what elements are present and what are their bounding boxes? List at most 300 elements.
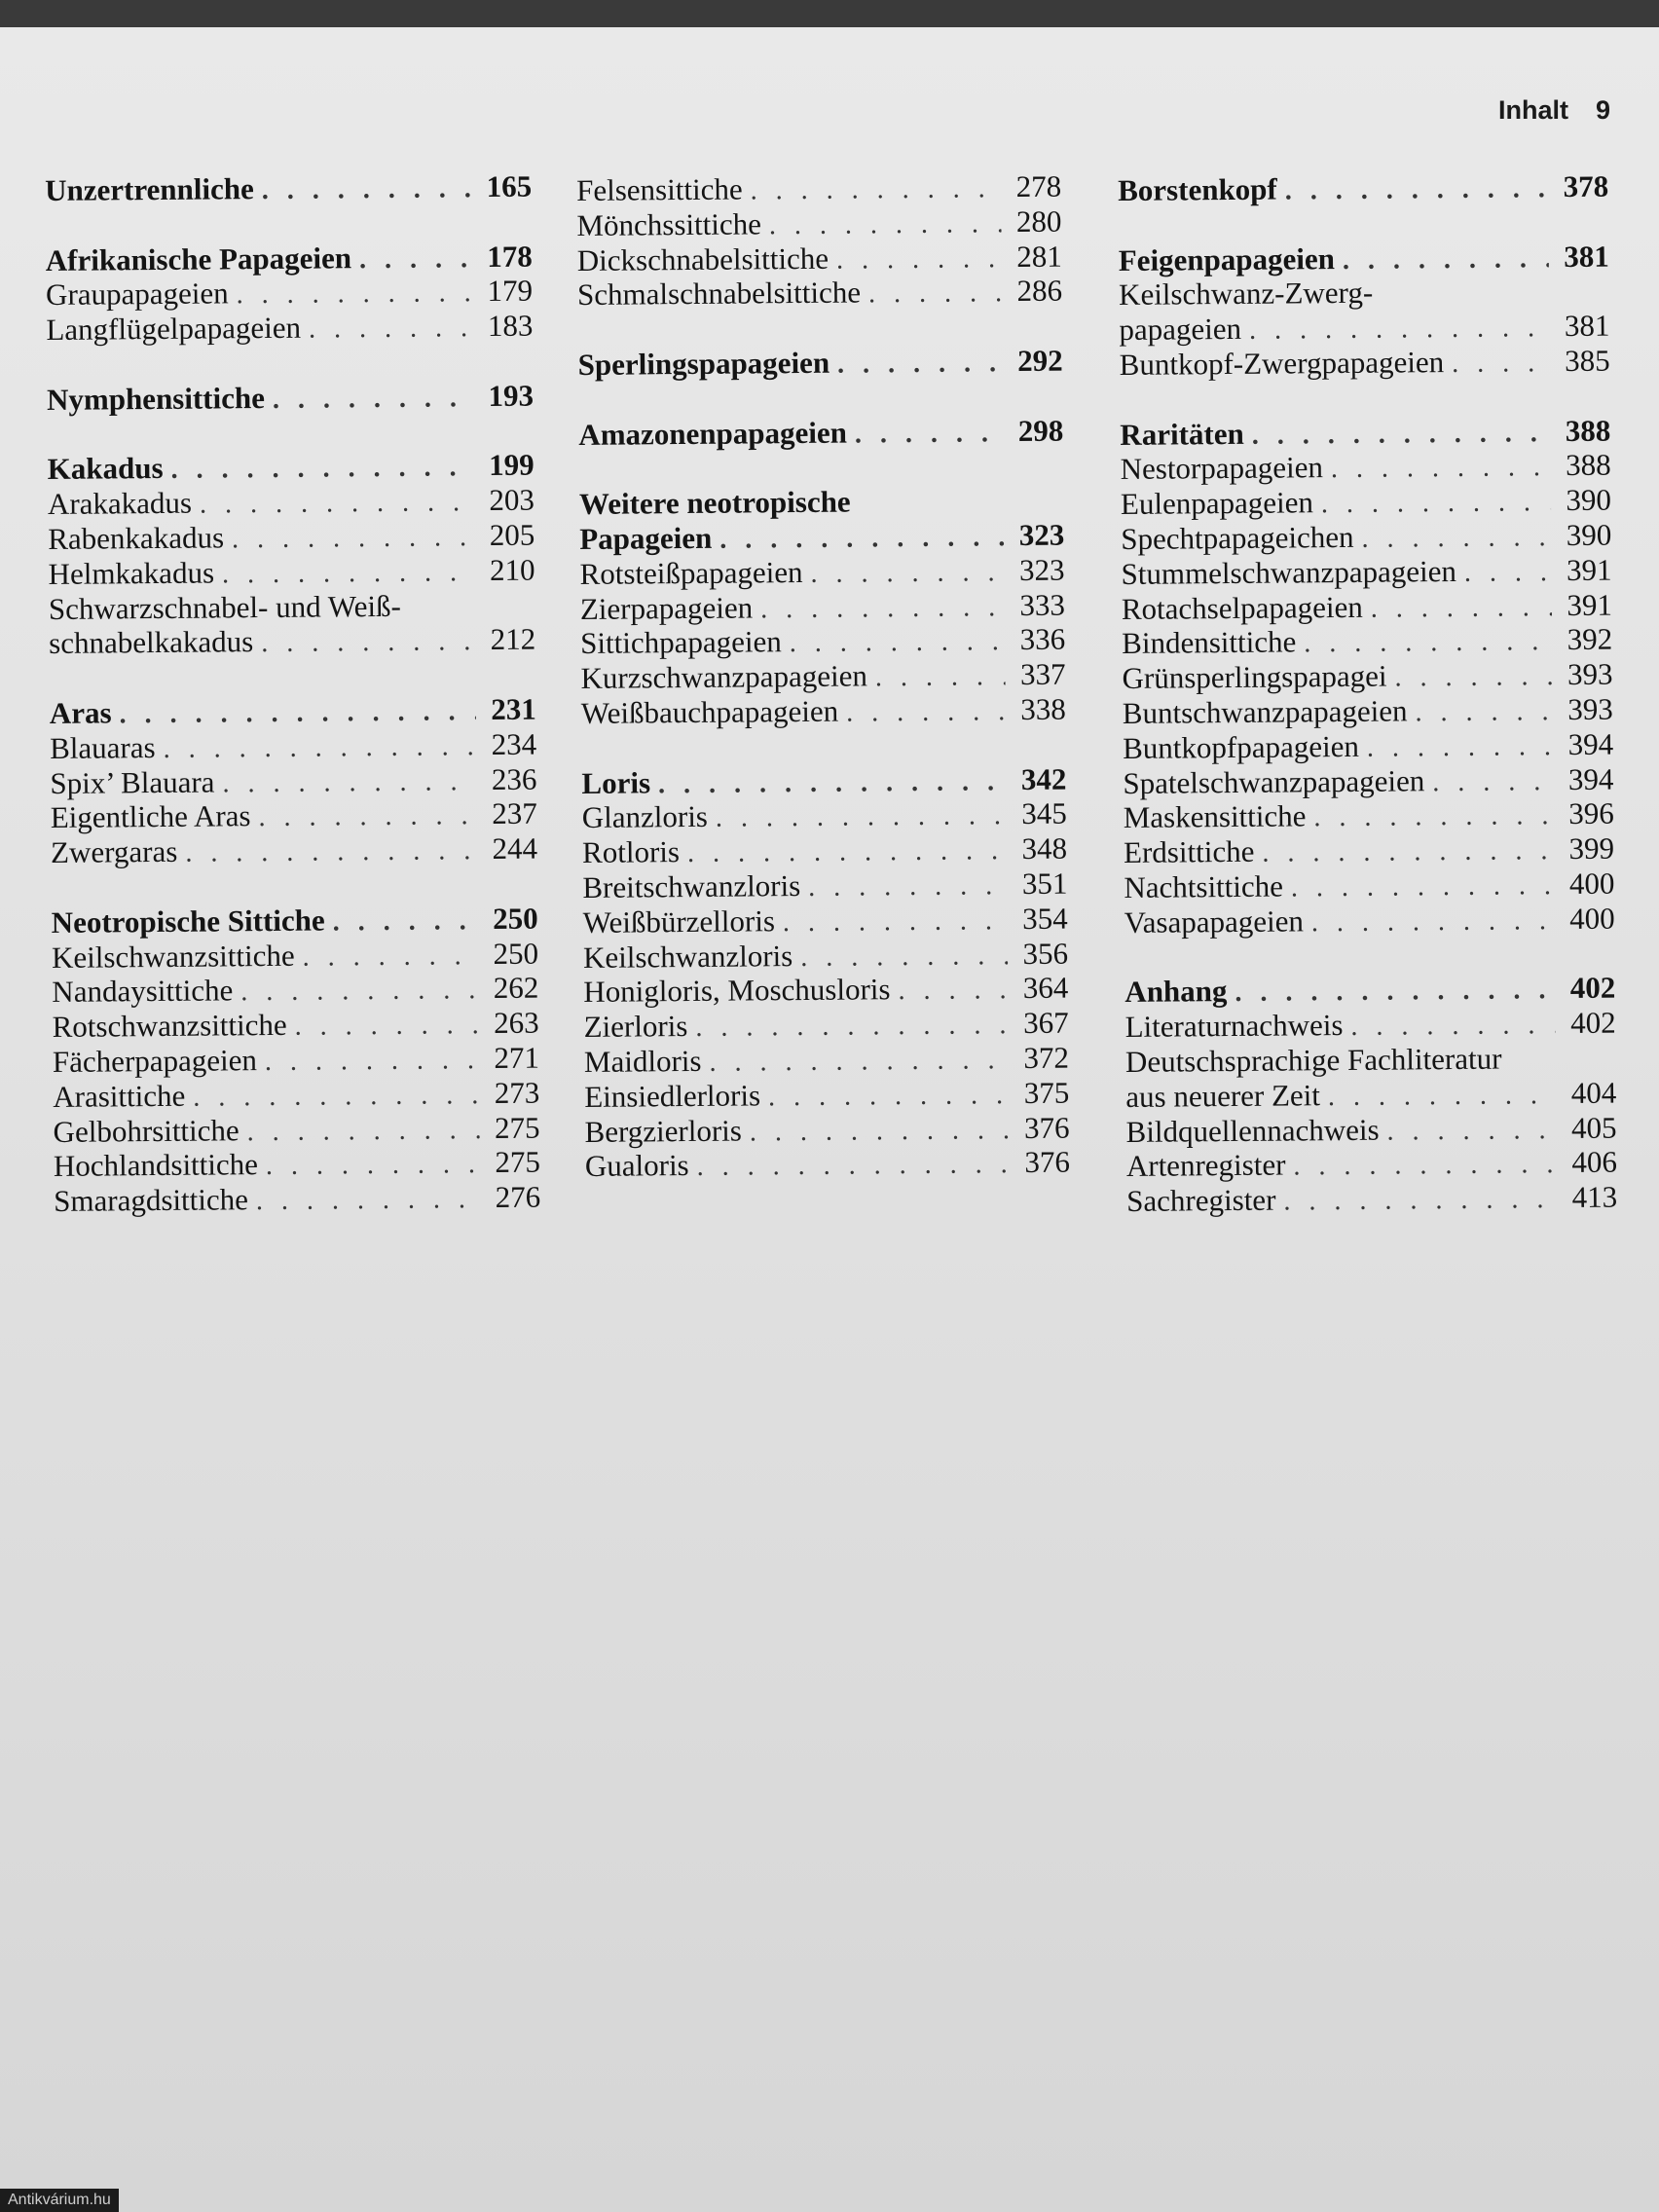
dot-leader bbox=[769, 206, 1002, 243]
toc-page-number: 394 bbox=[1567, 761, 1614, 796]
toc-entry-title: Breitschwanzloris bbox=[582, 867, 801, 904]
toc-spacer bbox=[1118, 203, 1608, 242]
toc-entry bbox=[581, 692, 1066, 731]
toc-page-number: 271 bbox=[494, 1040, 540, 1075]
toc-entry bbox=[1121, 483, 1611, 522]
toc-entry bbox=[1122, 587, 1612, 626]
toc-page-number: 388 bbox=[1565, 447, 1611, 483]
dot-leader bbox=[846, 694, 1006, 730]
dot-leader bbox=[1235, 973, 1555, 1011]
toc-entry-title: Sittichpapageien bbox=[580, 624, 782, 661]
dot-leader bbox=[185, 833, 477, 870]
toc-entry-title: Graupapageien bbox=[45, 276, 229, 313]
toc-entry bbox=[53, 1110, 539, 1149]
toc-section-heading bbox=[46, 239, 533, 277]
toc-section-heading bbox=[47, 448, 534, 487]
toc-page-number: 367 bbox=[1022, 1005, 1069, 1041]
toc-section-heading bbox=[45, 169, 532, 208]
dot-leader bbox=[1285, 171, 1549, 208]
toc-entry-title: Stummelschwanzpapageien bbox=[1121, 553, 1457, 591]
toc-section-heading bbox=[581, 761, 1066, 800]
toc-entry bbox=[582, 866, 1067, 905]
dot-leader bbox=[709, 1043, 1009, 1080]
toc-page-number: 263 bbox=[493, 1005, 539, 1041]
toc-entry bbox=[577, 239, 1062, 277]
toc-entry-title: Buntschwanzpapageien bbox=[1122, 693, 1408, 730]
toc-section-heading bbox=[1119, 239, 1609, 277]
toc-page-number: 234 bbox=[491, 726, 537, 761]
toc-entry bbox=[53, 1041, 539, 1080]
toc-page-number: 280 bbox=[1015, 203, 1062, 239]
dot-leader bbox=[1283, 1182, 1557, 1219]
dot-leader bbox=[1386, 1113, 1556, 1149]
toc-entry-title: Nandaysittiche bbox=[52, 973, 234, 1010]
toc-page-number: 286 bbox=[1016, 274, 1063, 309]
dot-leader bbox=[262, 171, 472, 208]
toc-entry bbox=[52, 936, 538, 975]
toc-entry bbox=[1120, 344, 1610, 383]
dot-leader bbox=[1252, 416, 1551, 453]
toc-column-2 bbox=[576, 169, 1070, 1184]
toc-spacer bbox=[47, 344, 534, 383]
toc-entry-title: Buntkopfpapageien bbox=[1122, 728, 1360, 765]
toc-page-number: 338 bbox=[1020, 691, 1066, 726]
toc-entry-title: Spix’ Blauara bbox=[50, 764, 215, 800]
toc-entry bbox=[580, 657, 1065, 696]
dot-leader bbox=[222, 764, 476, 801]
toc-entry-title: Unzertrennliche bbox=[45, 171, 254, 207]
toc-entry bbox=[52, 971, 538, 1010]
toc-page-number: 199 bbox=[488, 448, 535, 483]
toc-page-number: 212 bbox=[490, 621, 536, 657]
toc-entry bbox=[584, 1041, 1069, 1080]
toc-entry-title: Fächerpapageien bbox=[52, 1043, 258, 1079]
toc-section-heading bbox=[1118, 169, 1608, 208]
toc-page-number: 406 bbox=[1571, 1144, 1618, 1180]
toc-entry-title: Felsensittiche bbox=[576, 171, 743, 207]
toc-page-number: 404 bbox=[1570, 1075, 1617, 1110]
toc-entry bbox=[46, 309, 533, 348]
toc-entry bbox=[48, 518, 535, 557]
toc-entry-continued-title: Schwarzschnabel- und Weiß- bbox=[48, 588, 401, 626]
toc-entry-title: Eigentliche Aras bbox=[50, 798, 251, 835]
dot-leader bbox=[1350, 1008, 1556, 1045]
toc-spacer bbox=[581, 726, 1066, 765]
toc-page-number: 336 bbox=[1019, 621, 1066, 657]
toc-page-number: 275 bbox=[494, 1110, 540, 1145]
toc-entry-continued-title: Weitere neotropische bbox=[578, 484, 851, 522]
toc-spacer bbox=[577, 309, 1062, 348]
toc-entry bbox=[1124, 796, 1614, 835]
toc-page-number: 292 bbox=[1017, 343, 1063, 379]
toc-entry-title: Smaragdsittiche bbox=[54, 1182, 249, 1219]
toc-entry-title: Borstenkopf bbox=[1118, 171, 1277, 207]
dot-leader bbox=[258, 798, 477, 835]
dot-leader bbox=[768, 1078, 1010, 1115]
dot-leader bbox=[719, 520, 1004, 557]
toc-entry-continued-title: Deutschsprachige Fachliteratur bbox=[1124, 1041, 1502, 1079]
dot-leader bbox=[750, 1113, 1010, 1150]
toc-section-heading bbox=[50, 692, 536, 731]
toc-entry-title: papageien bbox=[1119, 312, 1242, 348]
toc-spacer bbox=[45, 203, 532, 242]
dot-leader bbox=[237, 276, 473, 313]
toc-entry-title: Afrikanische Papageien bbox=[45, 240, 352, 277]
dot-leader bbox=[1361, 520, 1551, 556]
dot-leader bbox=[750, 171, 1001, 208]
toc-page-number: 278 bbox=[1015, 168, 1062, 204]
toc-page-number: 381 bbox=[1564, 308, 1610, 344]
toc-spacer bbox=[47, 413, 534, 452]
toc-entry bbox=[580, 622, 1065, 661]
toc-entry bbox=[580, 587, 1065, 626]
toc-entry-title: Zwergaras bbox=[50, 833, 178, 870]
dot-leader bbox=[1321, 485, 1551, 522]
dot-leader bbox=[1367, 729, 1554, 765]
toc-entry-title: Nymphensittiche bbox=[46, 380, 266, 417]
toc-entry-title: schnabelkakadus bbox=[49, 624, 254, 661]
dot-leader bbox=[837, 346, 1003, 382]
toc-entry-title: Glanzloris bbox=[581, 799, 709, 835]
book-page bbox=[0, 27, 1659, 2212]
dot-leader bbox=[1293, 1147, 1557, 1184]
toc-entry-title: Nestorpapageien bbox=[1120, 450, 1324, 487]
toc-column-3 bbox=[1118, 169, 1617, 1219]
toc-entry bbox=[1126, 1180, 1617, 1219]
toc-page-number: 342 bbox=[1020, 761, 1067, 796]
dot-leader bbox=[1452, 346, 1550, 382]
dot-leader bbox=[716, 799, 1007, 836]
dot-leader bbox=[359, 241, 472, 277]
dot-leader bbox=[1343, 241, 1549, 278]
toc-entry bbox=[1125, 1075, 1616, 1114]
dot-leader bbox=[1415, 694, 1553, 730]
toc-entry bbox=[1125, 1110, 1616, 1149]
dot-leader bbox=[1313, 798, 1554, 835]
dot-leader bbox=[868, 276, 1002, 313]
toc-spacer bbox=[51, 866, 537, 905]
toc-page-number: 413 bbox=[1571, 1179, 1618, 1215]
toc-page-number: 381 bbox=[1564, 239, 1609, 274]
toc-page-number: 354 bbox=[1022, 901, 1068, 936]
dot-leader bbox=[695, 1008, 1009, 1046]
toc-page-number: 178 bbox=[487, 239, 533, 274]
toc-entry-title: aus neuerer Zeit bbox=[1125, 1077, 1321, 1114]
toc-entry-title: Anhang bbox=[1124, 974, 1228, 1010]
toc-entry bbox=[1124, 901, 1615, 940]
toc-page-number: 205 bbox=[489, 517, 535, 552]
toc-entry bbox=[577, 274, 1062, 313]
dot-leader bbox=[1304, 624, 1552, 661]
toc-entry bbox=[582, 796, 1067, 835]
toc-entry-title: Maidloris bbox=[583, 1043, 702, 1079]
toc-entry-title: Arakakadus bbox=[47, 485, 193, 522]
toc-entry-title: Zierloris bbox=[583, 1009, 688, 1045]
toc-entry-title: Zierpapageien bbox=[579, 589, 754, 626]
toc-page-number: 210 bbox=[489, 552, 535, 587]
toc-page-number: 378 bbox=[1563, 168, 1609, 204]
toc-entry-title: Rabenkakadus bbox=[48, 520, 225, 556]
toc-entry-title: Papageien bbox=[579, 520, 713, 556]
toc-page-number: 393 bbox=[1567, 691, 1613, 726]
dot-leader bbox=[309, 311, 473, 347]
toc-entry bbox=[1124, 1006, 1615, 1045]
toc-entry-title: Literaturnachweis bbox=[1124, 1008, 1344, 1045]
toc-entry-title: Bindensittiche bbox=[1122, 624, 1297, 661]
dot-leader bbox=[855, 416, 1004, 452]
toc-page-number: 405 bbox=[1570, 1110, 1617, 1145]
dot-leader bbox=[1328, 1078, 1557, 1115]
toc-entry-title: Vasapapageien bbox=[1124, 903, 1305, 940]
toc-page-number: 393 bbox=[1567, 656, 1613, 692]
toc-entry bbox=[1120, 448, 1610, 487]
dot-leader bbox=[1249, 311, 1550, 348]
toc-entry-title: Feigenpapageien bbox=[1118, 240, 1336, 277]
toc-section-heading bbox=[47, 378, 534, 417]
toc-page-number: 375 bbox=[1023, 1075, 1070, 1110]
toc-page-number: 244 bbox=[492, 830, 538, 866]
toc-page-number: 298 bbox=[1017, 413, 1064, 448]
toc-page-number: 402 bbox=[1569, 970, 1616, 1006]
toc-entry-title: Sperlingspapageien bbox=[577, 345, 830, 382]
toc-entry-title: Kakadus bbox=[47, 451, 164, 487]
toc-entry bbox=[1124, 866, 1614, 905]
toc-page-number: 333 bbox=[1019, 587, 1066, 622]
dot-leader bbox=[232, 520, 475, 557]
toc-entry bbox=[48, 552, 535, 591]
toc-entry bbox=[1123, 692, 1613, 731]
toc-page-number: 183 bbox=[487, 308, 534, 344]
toc-entry bbox=[51, 831, 537, 870]
toc-page-number: 394 bbox=[1567, 726, 1614, 761]
dot-leader bbox=[1291, 868, 1555, 905]
toc-page-number: 400 bbox=[1569, 901, 1615, 936]
toc-entry-title: Hochlandsittiche bbox=[53, 1147, 259, 1184]
toc-entry bbox=[1124, 831, 1614, 870]
toc-page-number: 399 bbox=[1568, 830, 1615, 866]
toc-page-number: 250 bbox=[493, 901, 538, 936]
toc-entry-title: Erdsittiche bbox=[1123, 833, 1255, 870]
toc-page-number: 193 bbox=[488, 378, 535, 413]
toc-entry bbox=[1119, 309, 1609, 348]
toc-page-number: 402 bbox=[1569, 1005, 1616, 1041]
toc-page-number: 351 bbox=[1021, 866, 1068, 901]
toc-entry bbox=[50, 761, 536, 800]
dot-leader bbox=[261, 625, 475, 662]
toc-page-number: 203 bbox=[489, 482, 535, 518]
toc-page-number: 179 bbox=[487, 274, 534, 309]
dot-leader bbox=[790, 625, 1006, 662]
toc-entry bbox=[1122, 622, 1612, 661]
toc-entry-title: Nachtsittiche bbox=[1124, 868, 1284, 904]
toc-page-number: 323 bbox=[1018, 552, 1065, 587]
toc-page-number: 275 bbox=[495, 1144, 541, 1180]
dot-leader bbox=[1394, 659, 1552, 695]
toc-entry bbox=[50, 726, 536, 765]
toc-page-number: 323 bbox=[1018, 517, 1065, 553]
toc-column-1 bbox=[45, 169, 540, 1219]
dot-leader bbox=[119, 694, 476, 732]
toc-entry-title: Langflügelpapageien bbox=[46, 310, 302, 348]
toc-entry bbox=[576, 203, 1061, 242]
toc-entry bbox=[51, 796, 537, 835]
dot-leader bbox=[687, 833, 1007, 871]
toc-section-heading bbox=[1124, 971, 1615, 1010]
toc-entry-title: Keilschwanzloris bbox=[582, 938, 793, 975]
toc-entry-title: Raritäten bbox=[1120, 416, 1244, 452]
toc-section-heading bbox=[578, 344, 1063, 383]
dot-leader bbox=[256, 1182, 481, 1219]
toc-entry-title: Buntkopf-Zwergpapageien bbox=[1119, 345, 1445, 382]
toc-entry bbox=[1121, 552, 1611, 591]
toc-page-number: 236 bbox=[491, 761, 537, 796]
toc-entry-title: Arasittiche bbox=[53, 1078, 186, 1114]
toc-entry bbox=[54, 1145, 540, 1184]
toc-entry-title: Mönchssittiche bbox=[576, 206, 762, 242]
toc-entry-title: Keilschwanzsittiche bbox=[51, 938, 295, 975]
toc-page-number: 392 bbox=[1567, 621, 1613, 657]
toc-entry-title: Schmalschnabelsittiche bbox=[576, 275, 862, 313]
toc-entry-title: Neotropische Sittiche bbox=[51, 903, 325, 940]
toc-page-number: 400 bbox=[1568, 866, 1615, 901]
toc-entry-title: Blauaras bbox=[49, 729, 156, 765]
toc-entry-title: Gelbohrsittiche bbox=[53, 1112, 240, 1149]
toc-page-number: 390 bbox=[1566, 482, 1612, 518]
toc-entry bbox=[583, 971, 1068, 1010]
dot-leader bbox=[303, 939, 479, 975]
toc-spacer bbox=[1124, 936, 1615, 975]
toc-page-number: 337 bbox=[1019, 656, 1066, 692]
toc-page-number: 396 bbox=[1568, 795, 1614, 831]
dot-leader bbox=[240, 973, 478, 1010]
dot-leader bbox=[247, 1113, 480, 1150]
toc-entry bbox=[583, 901, 1068, 940]
toc-page-number: 273 bbox=[494, 1075, 540, 1110]
toc-entry-title: Eulenpapageien bbox=[1120, 485, 1314, 522]
toc-page-number: 262 bbox=[493, 970, 539, 1006]
toc-entry bbox=[584, 1110, 1069, 1149]
toc-entry-title: Gualoris bbox=[584, 1148, 689, 1184]
toc-entry bbox=[1123, 761, 1613, 800]
toc-entry bbox=[46, 274, 533, 313]
toc-entry-title: Rotschwanzsittiche bbox=[52, 1007, 287, 1045]
toc-page-number: 165 bbox=[486, 168, 533, 204]
toc-section-heading bbox=[578, 413, 1063, 452]
toc-section-heading bbox=[1120, 413, 1610, 452]
toc-page-number: 390 bbox=[1566, 517, 1612, 552]
dot-leader bbox=[1371, 590, 1552, 626]
dot-leader bbox=[810, 555, 1004, 592]
toc-entry-continued-title: Keilschwanz-Zwerg- bbox=[1118, 276, 1374, 313]
toc-entry-title: Loris bbox=[581, 764, 651, 800]
dot-leader bbox=[266, 1147, 480, 1184]
dot-leader bbox=[1432, 764, 1553, 800]
toc-entry-title: Sachregister bbox=[1126, 1182, 1276, 1219]
toc-spacer bbox=[578, 448, 1063, 487]
dot-leader bbox=[1464, 555, 1552, 591]
toc-entry bbox=[48, 483, 535, 522]
dot-leader bbox=[760, 590, 1005, 627]
dot-leader bbox=[898, 973, 1008, 1009]
toc-entry bbox=[54, 1180, 540, 1219]
toc-section-heading bbox=[579, 518, 1064, 557]
toc-spacer bbox=[578, 378, 1063, 417]
toc-page-number: 231 bbox=[491, 691, 536, 726]
toc-entry bbox=[582, 831, 1067, 870]
toc-page-number: 364 bbox=[1022, 970, 1069, 1006]
dot-leader bbox=[800, 939, 1008, 976]
watermark: Antikvárium.hu bbox=[0, 2189, 119, 2212]
toc-entry bbox=[49, 622, 535, 661]
toc-entry-title: Dickschnabelsittiche bbox=[576, 240, 830, 277]
toc-page-number: 391 bbox=[1566, 552, 1612, 587]
toc-entry-title: Rotachselpapageien bbox=[1121, 589, 1363, 626]
toc-page-number: 385 bbox=[1565, 343, 1610, 378]
dot-leader bbox=[295, 1008, 479, 1044]
toc-entry-title: Helmkakadus bbox=[48, 555, 215, 591]
dot-leader bbox=[1331, 451, 1551, 488]
toc-page-number: 345 bbox=[1021, 795, 1067, 831]
toc-entry bbox=[584, 1075, 1069, 1114]
toc-page-number: 372 bbox=[1023, 1040, 1070, 1075]
toc-page-number: 348 bbox=[1021, 830, 1068, 866]
toc-entry-title: Grünsperlingspapagei bbox=[1122, 658, 1387, 696]
toc-page-number: 356 bbox=[1022, 936, 1069, 971]
header-section: Inhalt bbox=[1497, 95, 1568, 125]
toc-section-heading bbox=[52, 901, 538, 940]
toc-entry bbox=[1122, 657, 1612, 696]
toc-entry-title: Bildquellennachweis bbox=[1125, 1112, 1380, 1149]
toc-entry-title: Aras bbox=[49, 695, 112, 730]
toc-entry bbox=[1121, 518, 1611, 557]
toc-page-number: 388 bbox=[1565, 413, 1611, 448]
toc-entry bbox=[1123, 726, 1613, 765]
toc-entry-title: Weißbürzelloris bbox=[582, 903, 776, 940]
dot-leader bbox=[265, 1043, 479, 1080]
toc-entry-title: Einsiedlerloris bbox=[584, 1078, 761, 1114]
running-header bbox=[1498, 95, 1610, 126]
dot-leader bbox=[658, 764, 1007, 802]
toc-entry bbox=[1126, 1145, 1617, 1184]
dot-leader bbox=[875, 659, 1006, 695]
toc-spacer bbox=[49, 657, 535, 696]
dot-leader bbox=[163, 729, 476, 767]
toc-page-number: 376 bbox=[1024, 1144, 1071, 1180]
dot-leader bbox=[200, 485, 474, 522]
toc-entry-title: Maskensittiche bbox=[1123, 798, 1307, 835]
toc-page-number: 276 bbox=[495, 1179, 541, 1215]
dot-leader bbox=[273, 381, 473, 418]
dot-leader bbox=[808, 868, 1007, 905]
dot-leader bbox=[222, 555, 475, 592]
toc-entry-title: Artenregister bbox=[1125, 1147, 1286, 1184]
toc-page-number: 237 bbox=[492, 795, 537, 831]
toc-entry bbox=[576, 169, 1061, 208]
toc-entry-title: Rotloris bbox=[581, 834, 681, 870]
dot-leader bbox=[1262, 833, 1554, 870]
toc-entry bbox=[583, 936, 1068, 975]
toc-entry-title: Kurzschwanzpapageien bbox=[580, 658, 868, 696]
dot-leader bbox=[1311, 903, 1555, 940]
dot-leader bbox=[836, 241, 1002, 277]
toc-entry-title: Honigloris, Moschusloris bbox=[583, 972, 891, 1010]
toc-entry bbox=[585, 1145, 1070, 1184]
toc-spacer bbox=[1120, 378, 1610, 417]
dot-leader bbox=[170, 451, 473, 489]
toc-entry-title: Weißbauchpapageien bbox=[580, 693, 839, 730]
header-page-number: 9 bbox=[1595, 95, 1610, 125]
dot-leader bbox=[333, 903, 478, 940]
